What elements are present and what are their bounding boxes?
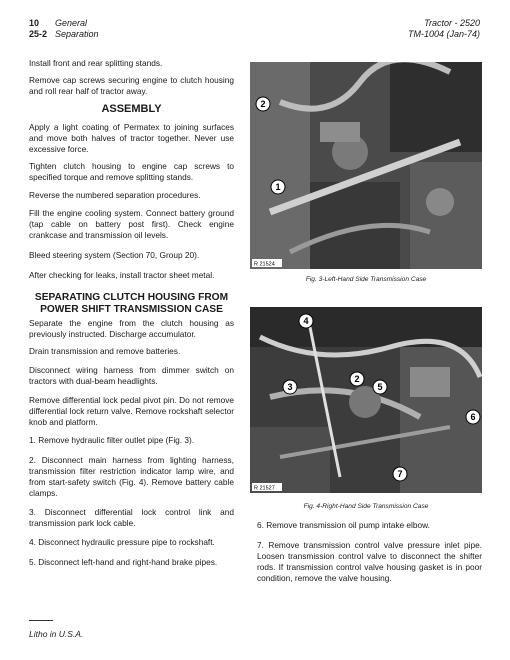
svg-text:1: 1 <box>275 182 281 192</box>
footer-rule <box>29 620 53 621</box>
fig4-photo-code: R 21527 <box>254 485 275 492</box>
fig3-photo <box>250 62 482 269</box>
fig4-callout-6 <box>466 410 480 424</box>
para-reverse: Reverse the numbered separation procedures. <box>29 190 201 200</box>
para-diff-lock: Remove differential lock pedal pivot pin. Do not remove differential lock return valve. Remove rockshaft selector knob and platform. <box>29 395 234 427</box>
fig4-callout-4 <box>299 314 313 328</box>
assembly-heading: ASSEMBLY <box>101 103 162 115</box>
para-bleed-steering: Bleed steering system (Section 70, Group 20). <box>29 250 200 260</box>
svg-text:2: 2 <box>260 99 266 109</box>
svg-text:4: 4 <box>303 316 309 326</box>
para-drain: Drain transmission and remove batteries. <box>29 346 181 356</box>
step-3: 3. Disconnect differential lock control link and transmission park lock cable. <box>29 507 234 528</box>
fig3-photo-image <box>250 62 482 269</box>
chapter-name: General <box>55 18 88 28</box>
section-name: Separation <box>55 29 99 39</box>
svg-text:3: 3 <box>287 382 293 392</box>
svg-text:5: 5 <box>377 382 383 392</box>
footer-imprint: Litho in U.S.A. <box>29 629 84 639</box>
step-4: 4. Disconnect hydraulic pressure pipe to rockshaft. <box>29 537 215 547</box>
para-dimmer-switch: Disconnect wiring harness from dimmer switch on tractors with dual-beam headlights. <box>29 365 234 386</box>
para-fill-cooling: Fill the engine cooling system. Connect battery ground (tap cable on battery post first). Check engine crankcase and transmission oil levels. <box>29 208 234 240</box>
header-left <box>29 18 229 40</box>
fig3-callout-2 <box>256 97 270 111</box>
fig4-callout-7 <box>393 467 407 481</box>
fig4-callout-5 <box>373 380 387 394</box>
step-5: 5. Disconnect left-hand and right-hand brake pipes. <box>29 557 218 567</box>
page-number: 10 <box>29 18 40 28</box>
para-permatex: Apply a light coating of Permatex to joining surfaces and move both halves of tractor together. Never use excessive force. <box>29 122 234 154</box>
svg-text:7: 7 <box>397 469 403 479</box>
manual-id: TM-1004 (Jan-74) <box>407 29 480 39</box>
para-tighten: Tighten clutch housing to engine cap screws to specified torque and remove splitting stands. <box>29 161 234 182</box>
fig3-callout-1 <box>271 180 285 194</box>
step-2: 2. Disconnect main harness from lighting harness, transmission filter restriction indicator lamp wire, and from start-safety switch (Fig. 4). Remove battery cable clamps. <box>29 455 234 498</box>
header-right <box>330 18 480 40</box>
para-sheet-metal: After checking for leaks, install tractor sheet metal. <box>29 270 215 280</box>
fig4-caption: Fig. 4-Right-Hand Side Transmission Case <box>303 503 429 510</box>
fig4-callout-2 <box>350 372 364 386</box>
section-number: 25-2 <box>29 29 48 39</box>
product-name: Tractor - 2520 <box>424 18 480 28</box>
para-separate-engine: Separate the engine from the clutch housing as previously instructed. Discharge accumulator. <box>29 318 234 339</box>
separating-heading-line1: SEPARATING CLUTCH HOUSING FROM <box>34 292 229 303</box>
step-7: 7. Remove transmission control valve pressure inlet pipe. Loosen transmission control valve to disconnect the shifter rods. If transmission control valve housing gasket is in poor condition, remove the valve housing. <box>257 540 482 583</box>
svg-text:2: 2 <box>354 374 360 384</box>
separating-heading-line2: POWER SHIFT TRANSMISSION CASE <box>40 304 223 315</box>
fig4-callout-3 <box>283 380 297 394</box>
svg-text:6: 6 <box>470 412 476 422</box>
step-6: 6. Remove transmission oil pump intake elbow. <box>257 520 430 530</box>
fig3-photo-code: R 21524 <box>254 261 275 268</box>
fig3-caption: Fig. 3-Left-Hand Side Transmission Case <box>305 276 427 283</box>
para-remove-cap-screws: Remove cap screws securing engine to clutch housing and roll rear half of tractor away. <box>29 75 234 96</box>
step-1: 1. Remove hydraulic filter outlet pipe (Fig. 3). <box>29 435 195 445</box>
para-install-stands: Install front and rear splitting stands. <box>29 58 163 68</box>
fig4-photo-image <box>250 307 482 493</box>
fig4-photo <box>250 307 482 493</box>
separating-heading <box>29 292 234 316</box>
